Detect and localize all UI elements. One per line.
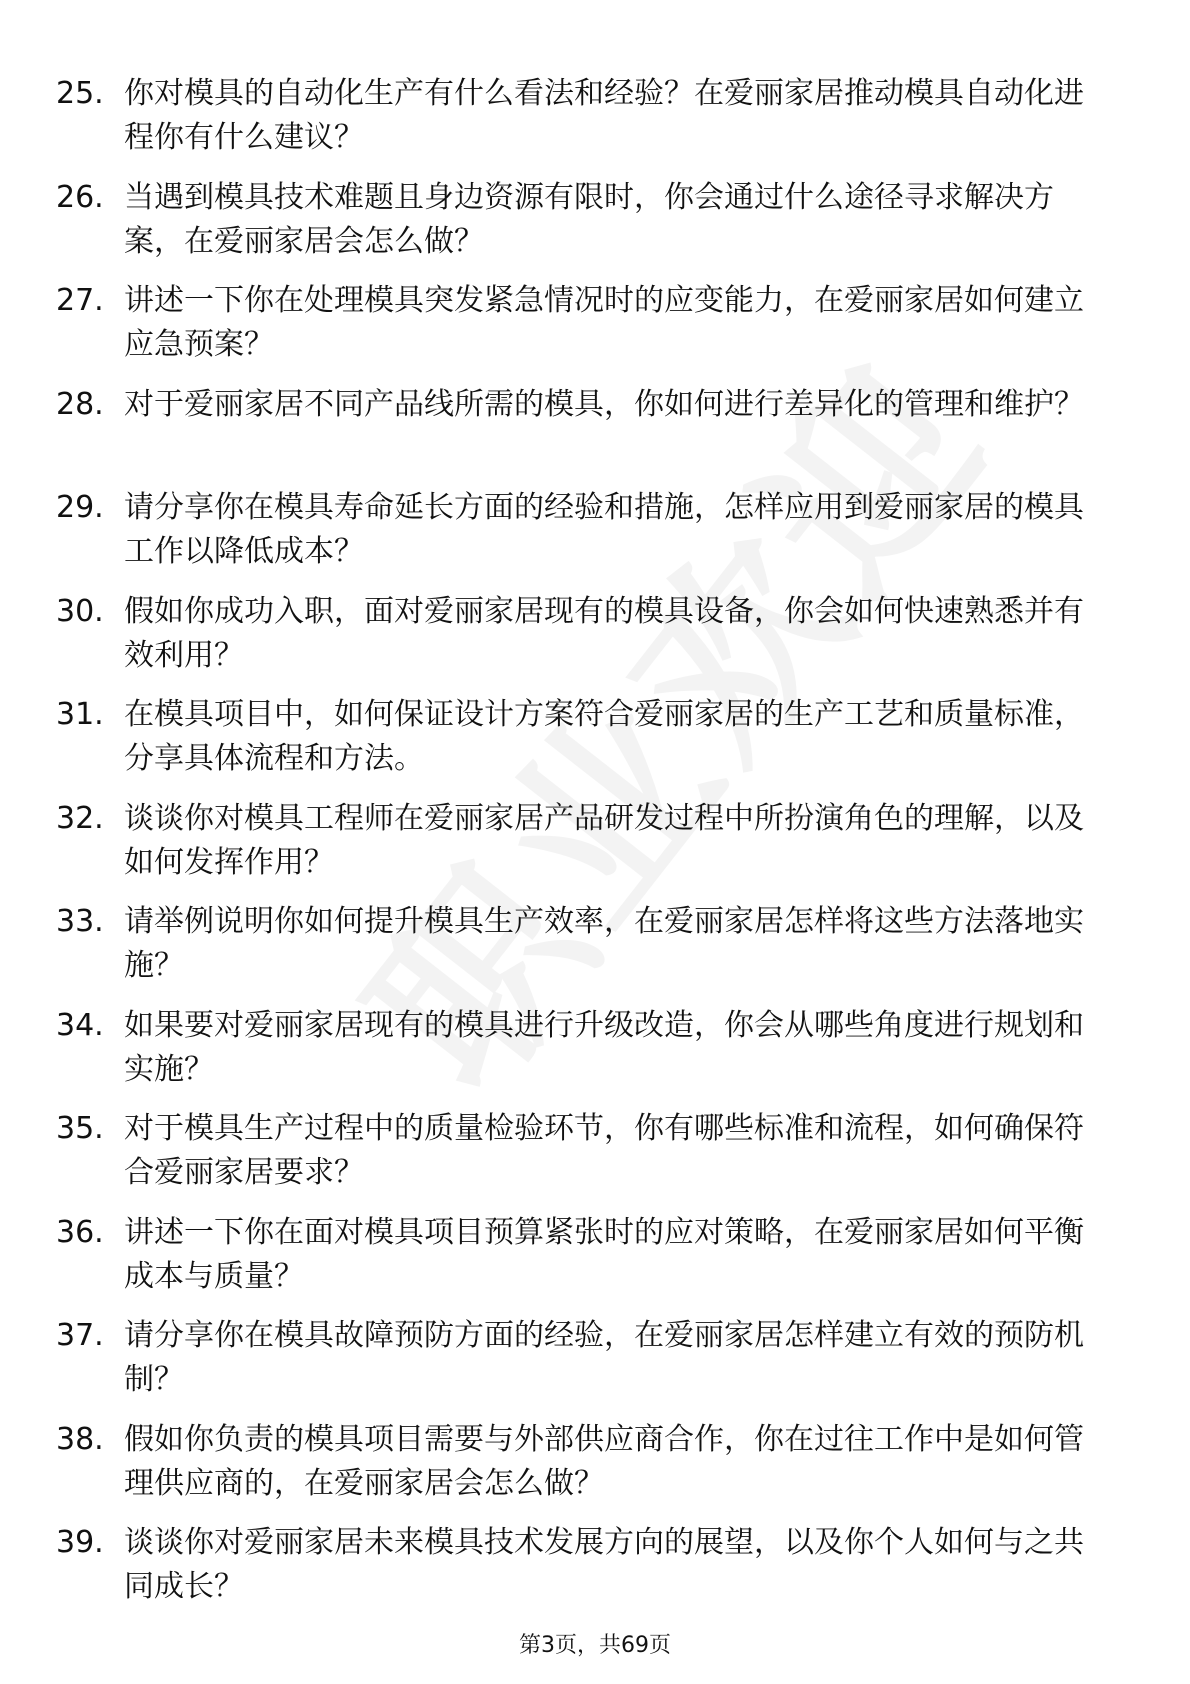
question-number: 29.: [56, 490, 104, 525]
question-text: 请举例说明你如何提升模具生产效率，在爱丽家居怎样将这些方法落地实施？: [124, 904, 1084, 983]
list-item: [56, 486, 1106, 574]
question-number: 28.: [56, 386, 104, 422]
question-text: 对于爱丽家居不同产品线所需的模具，你如何进行差异化的管理和维护？: [124, 386, 1084, 422]
question-text: 当遇到模具技术难题且身边资源有限时，你会通过什么途径寻求解决方案，在爱丽家居会怎么做？: [124, 179, 1054, 259]
question-number: 39.: [56, 1525, 104, 1560]
list-item: [56, 900, 1106, 988]
question-text: 你对模具的自动化生产有什么看法和经验？在爱丽家居推动模具自动化进程你有什么建议？: [124, 76, 1084, 155]
question-text: 请分享你在模具故障预防方面的经验，在爱丽家居怎样建立有效的预防机制？: [124, 1318, 1084, 1397]
question-number: 31.: [56, 697, 104, 732]
list-item: [56, 1211, 1106, 1299]
question-text: 假如你成功入职，面对爱丽家居现有的模具设备，你会如何快速熟悉并有效利用？: [124, 593, 1084, 673]
list-item: [56, 1107, 1106, 1195]
question-number: 37.: [56, 1318, 104, 1353]
list-item: [56, 693, 1106, 781]
list-item: [56, 1314, 1106, 1402]
list-item: [56, 797, 1106, 885]
list-item: [56, 1004, 1106, 1092]
question-text: 讲述一下你在处理模具突发紧急情况时的应变能力，在爱丽家居如何建立应急预案？: [124, 283, 1084, 362]
question-text: 对于模具生产过程中的质量检验环节，你有哪些标准和流程，如何确保符合爱丽家居要求？: [124, 1111, 1084, 1190]
question-text: 谈谈你对模具工程师在爱丽家居产品研发过程中所扮演角色的理解，以及如何发挥作用？: [124, 800, 1084, 880]
question-number: 27.: [56, 283, 104, 318]
question-number: 32.: [56, 800, 104, 836]
question-list: [56, 72, 1106, 1625]
question-number: 30.: [56, 593, 104, 629]
list-item: [56, 176, 1106, 264]
question-number: 36.: [56, 1214, 104, 1250]
question-text: 讲述一下你在面对模具项目预算紧张时的应对策略，在爱丽家居如何平衡成本与质量？: [124, 1214, 1084, 1294]
question-number: 34.: [56, 1007, 104, 1043]
question-text: 如果要对爱丽家居现有的模具进行升级改造，你会从哪些角度进行规划和实施？: [124, 1007, 1084, 1087]
list-item: [56, 72, 1106, 160]
question-number: 38.: [56, 1421, 104, 1457]
question-text: 谈谈你对爱丽家居未来模具技术发展方向的展望，以及你个人如何与之共同成长？: [124, 1525, 1084, 1604]
list-item: [56, 279, 1106, 367]
question-number: 25.: [56, 76, 104, 111]
list-item: [56, 1521, 1106, 1609]
question-number: 26.: [56, 179, 104, 215]
question-text: 假如你负责的模具项目需要与外部供应商合作，你在过往工作中是如何管理供应商的，在爱丽家居会怎么做？: [124, 1421, 1084, 1501]
list-item: [56, 383, 1106, 471]
list-item: [56, 590, 1106, 678]
question-number: 33.: [56, 904, 104, 939]
list-item: [56, 1418, 1106, 1506]
question-text: 请分享你在模具寿命延长方面的经验和措施，怎样应用到爱丽家居的模具工作以降低成本？: [124, 490, 1084, 569]
question-text: 在模具项目中，如何保证设计方案符合爱丽家居的生产工艺和质量标准，分享具体流程和方法。: [124, 697, 1084, 776]
question-number: 35.: [56, 1111, 104, 1146]
page-number-footer: 第3页，共69页: [519, 1633, 671, 1658]
